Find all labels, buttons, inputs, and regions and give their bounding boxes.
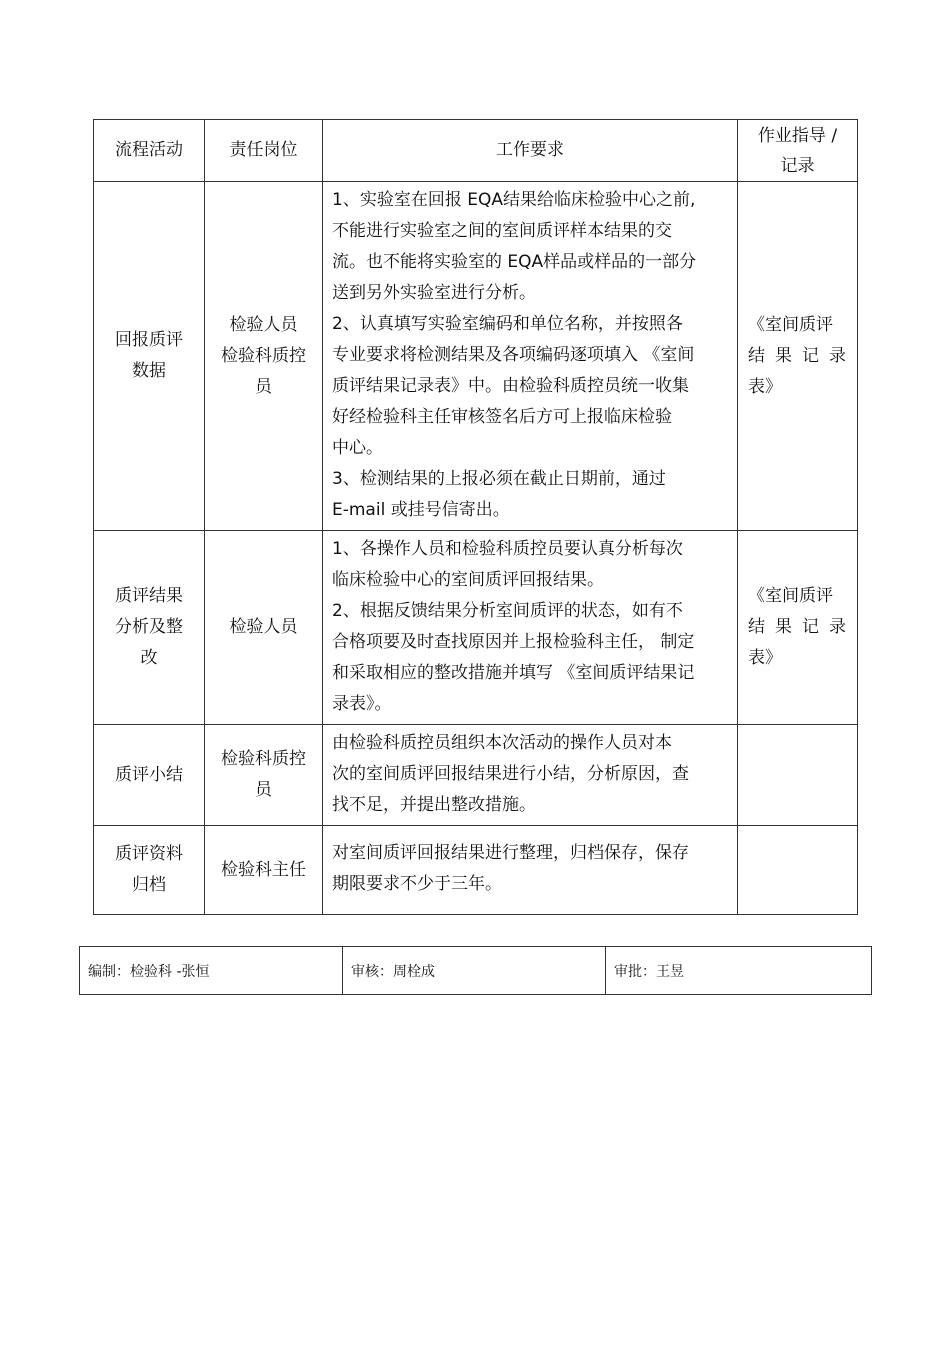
activity-text: 分析及整 xyxy=(115,617,183,637)
requirement-line: 找不足，并提出整改措施。 xyxy=(332,795,536,815)
requirement-line: 由检验科质控员组织本次活动的操作人员对本 xyxy=(332,733,672,753)
record-cell xyxy=(738,725,858,826)
requirement-line: 1、实验室在回报 EQA结果给临床检验中心之前, xyxy=(332,190,696,210)
requirement-line: 次的室间质评回报结果进行小结，分析原因，查 xyxy=(332,764,689,784)
record-text: 结果记录 xyxy=(748,345,856,366)
requirement-line: 对室间质评回报结果进行整理，归档保存，保存 xyxy=(332,843,689,863)
position-text: 员 xyxy=(255,780,272,800)
requirement-line: 2、根据反馈结果分析室间质评的状态，如有不 xyxy=(332,601,683,621)
requirement-line: E-mail 或挂号信寄出。 xyxy=(332,500,510,520)
header-activity: 流程活动 xyxy=(94,120,205,182)
position-text: 检验人员 xyxy=(229,617,298,637)
position-text: 检验人员 xyxy=(229,314,298,335)
requirement-line: 合格项要及时查找原因并上报检验科主任， 制定 xyxy=(332,632,695,652)
requirement-line: 质评结果记录表》中。由检验科质控员统一收集 xyxy=(332,376,689,396)
requirement-line: 送到另外实验室进行分析。 xyxy=(332,283,536,303)
position-text: 检验科质控 xyxy=(221,345,306,366)
record-text: 《室间质评 xyxy=(748,314,833,335)
requirements-cell xyxy=(323,531,738,725)
position-text: 检验科主任 xyxy=(221,859,306,880)
position-cell xyxy=(205,531,323,725)
requirement-line: 3、检测结果的上报必须在截止日期前，通过 xyxy=(332,469,666,489)
activity-text: 改 xyxy=(140,648,158,668)
approved-by: 审批：王昱 xyxy=(606,947,872,995)
header-guide-line1: 作业指导 / xyxy=(757,125,838,146)
table-row xyxy=(94,826,858,915)
activity-cell xyxy=(94,826,205,915)
reviewed-by: 审核：周栓成 xyxy=(343,947,606,995)
activity-text: 质评资料 xyxy=(115,844,183,864)
header-guide-line2: 记录 xyxy=(780,155,815,176)
requirements-cell xyxy=(323,182,738,531)
requirement-line: 期限要求不少于三年。 xyxy=(332,874,502,894)
signoff-row xyxy=(80,947,872,995)
record-cell xyxy=(738,531,858,725)
record-cell xyxy=(738,826,858,915)
signoff-table xyxy=(79,946,872,995)
header-position: 责任岗位 xyxy=(205,120,323,182)
position-cell xyxy=(205,725,323,826)
activity-cell xyxy=(94,531,205,725)
position-text: 检验科质控 xyxy=(221,749,306,769)
quality-process-table xyxy=(93,119,858,915)
record-text: 表》 xyxy=(748,648,782,668)
requirements-cell xyxy=(323,725,738,826)
table-row xyxy=(94,531,858,725)
requirement-line: 2、认真填写实验室编码和单位名称，并按照各 xyxy=(332,314,683,334)
requirement-line: 临床检验中心的室间质评回报结果。 xyxy=(332,570,604,590)
table-row xyxy=(94,182,858,531)
activity-text: 质评小结 xyxy=(115,764,183,785)
activity-text: 质评结果 xyxy=(115,586,183,606)
requirement-line: 录表》。 xyxy=(332,694,392,714)
header-guide xyxy=(738,120,858,182)
activity-text: 数据 xyxy=(132,361,166,381)
requirement-line: 好经检验科主任审核签名后方可上报临床检验 xyxy=(332,407,672,427)
requirements-cell xyxy=(323,826,738,915)
requirement-line: 和采取相应的整改措施并填写 《室间质评结果记 xyxy=(332,663,695,683)
record-text: 结果记录 xyxy=(748,617,856,637)
requirement-line: 1、各操作人员和检验科质控员要认真分析每次 xyxy=(332,539,683,559)
requirement-line: 流。也不能将实验室的 EQA样品或样品的一部分 xyxy=(332,252,697,272)
record-cell xyxy=(738,182,858,531)
activity-text: 回报质评 xyxy=(115,330,183,350)
position-cell xyxy=(205,826,323,915)
table-row xyxy=(94,725,858,826)
record-text: 《室间质评 xyxy=(748,586,833,606)
requirement-line: 中心。 xyxy=(332,438,383,458)
header-requirements: 工作要求 xyxy=(323,120,738,182)
position-cell xyxy=(205,182,323,531)
activity-cell xyxy=(94,182,205,531)
compiled-by: 编制：检验科 -张恒 xyxy=(80,947,343,995)
requirement-line: 专业要求将检测结果及各项编码逐项填入 《室间 xyxy=(332,345,695,365)
activity-text: 归档 xyxy=(132,875,166,895)
requirement-line: 不能进行实验室之间的室间质评样本结果的交 xyxy=(332,221,672,241)
position-text: 员 xyxy=(255,376,272,397)
table-header-row xyxy=(94,120,858,182)
record-text: 表》 xyxy=(748,376,782,397)
activity-cell xyxy=(94,725,205,826)
